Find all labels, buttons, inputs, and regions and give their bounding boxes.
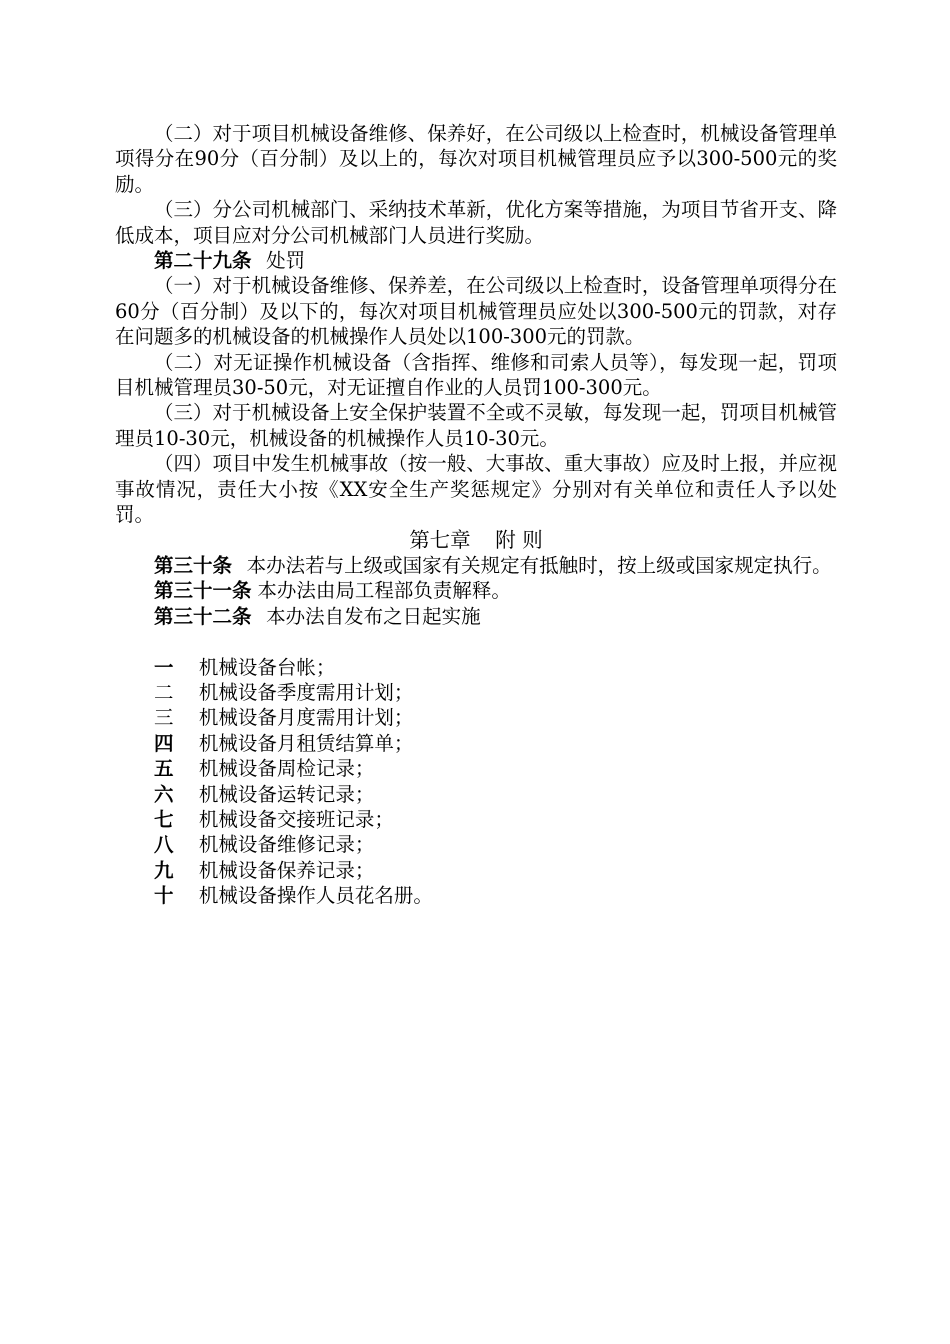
annex-item: [115, 655, 837, 680]
article-30-text: 本办法若与上级或国家有关规定有抵触时，按上级或国家规定执行。: [246, 553, 832, 577]
article-31-text: 本办法由局工程部负责解释。: [257, 579, 511, 603]
article-30-title: 第三十条: [154, 553, 233, 577]
annex-item: [115, 858, 837, 883]
annex-text: 机械设备交接班记录；: [198, 807, 394, 831]
article-32-title: 第三十二条: [154, 604, 252, 628]
paragraph-reward-2: （二）对于项目机械设备维修、保养好，在公司级以上检查时，机械设备管理单项得分在90分（百分制）及以上的，每次对项目机械管理员应予以300-500元的奖励。: [115, 122, 837, 196]
article-30: [115, 553, 837, 578]
annex-number: 一: [154, 655, 174, 679]
annex-text: 机械设备季度需用计划；: [198, 680, 414, 704]
annex-number: 十: [154, 884, 174, 908]
article-29-item-2: （二）对无证操作机械设备（含指挥、维修和司索人员等），每发现一起，罚项目机械管理员30-50元，对无证擅自作业的人员罚100-300元。: [115, 350, 837, 400]
article-29: [115, 248, 837, 273]
article-29-title: 第二十九条: [154, 249, 252, 273]
annex-text: 机械设备月度需用计划；: [198, 706, 414, 730]
annex-number: 五: [154, 757, 174, 781]
article-32: [115, 604, 837, 629]
annex-text: 机械设备保养记录；: [198, 858, 375, 882]
annex-text: 机械设备维修记录；: [198, 833, 375, 857]
blank-line: [115, 629, 837, 654]
annex-number: 二: [154, 680, 174, 704]
annex-text: 机械设备台帐；: [198, 655, 336, 679]
annex-item: [115, 883, 837, 908]
annex-number: 八: [154, 833, 174, 857]
annex-number: 七: [154, 807, 174, 831]
chapter-7-heading: [115, 528, 837, 553]
paragraph-reward-3: （三）分公司机械部门、采纳技术革新，优化方案等措施，为项目节省开支、降低成本，项目应对分公司机械部门人员进行奖励。: [115, 198, 837, 247]
annex-text: 机械设备操作人员花名册。: [198, 884, 433, 908]
article-29-item-4: （四）项目中发生机械事故（按一般、大事故、重大事故）应及时上报，并应视事故情况，责任大小按《XX安全生产奖惩规定》分别对有关单位和责任人予以处罚。: [115, 452, 837, 527]
annex-list: [115, 655, 837, 909]
annex-number: 六: [154, 782, 174, 806]
annex-item: [115, 807, 837, 832]
annex-item: [115, 680, 837, 705]
annex-number: 四: [154, 731, 174, 755]
annex-item: [115, 782, 837, 807]
annex-number: 九: [154, 858, 174, 882]
article-29-item-3: （三）对于机械设备上安全保护装置不全或不灵敏，每发现一起，罚项目机械管理员10-30元，机械设备的机械操作人员10-30元。: [115, 401, 837, 450]
article-29-item-1: （一）对于机械设备维修、保养差，在公司级以上检查时，设备管理单项得分在60分（百分制）及以下的，每次对项目机械管理员应处以300-500元的罚款，对存在问题多的机械设备的机械操作人员处以100-300元的罚款。: [115, 274, 837, 349]
annex-number: 三: [154, 706, 174, 730]
article-32-text: 本办法自发布之日起实施: [266, 604, 481, 628]
annex-item: [115, 756, 837, 781]
article-29-text: 处罚: [266, 249, 306, 273]
annex-item: [115, 705, 837, 730]
annex-text: 机械设备周检记录；: [198, 757, 375, 781]
chapter-7-number: 第七章: [409, 527, 471, 552]
document-page: [115, 121, 837, 909]
annex-item: [115, 731, 837, 756]
annex-text: 机械设备月租赁结算单；: [198, 731, 414, 755]
article-31-title: 第三十一条: [154, 579, 252, 603]
annex-text: 机械设备运转记录；: [198, 782, 375, 806]
chapter-7-title: 附 则: [495, 527, 543, 552]
article-31: [115, 578, 837, 603]
annex-item: [115, 832, 837, 857]
